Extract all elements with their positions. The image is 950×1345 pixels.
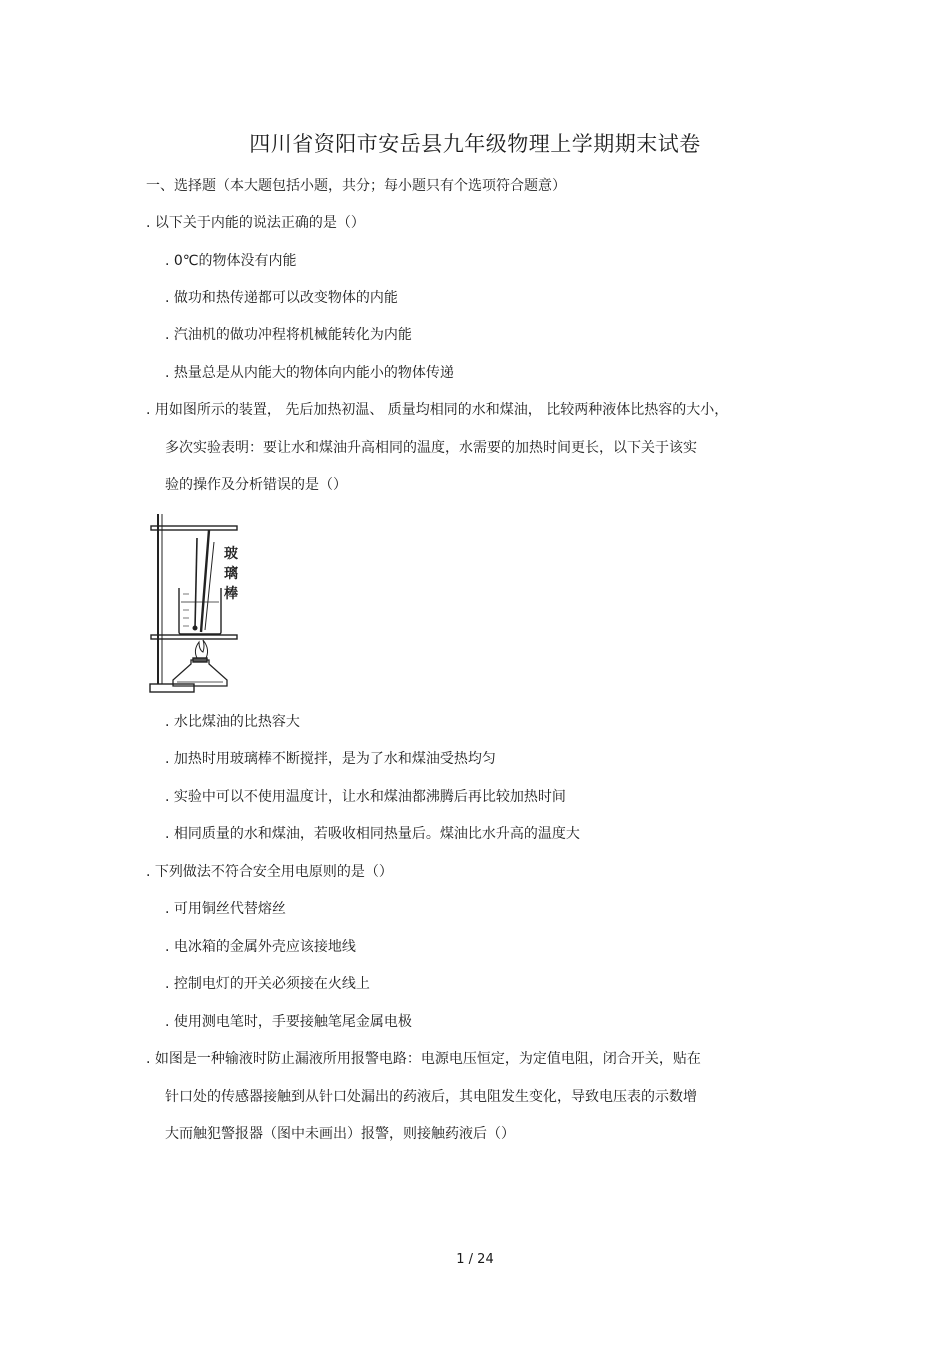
question-2-stem-line-2: 多次实验表明：要让水和煤油升高相同的温度，水需要的加热时间更长，以下关于该实 bbox=[165, 440, 697, 456]
question-2-option-d: . 相同质量的水和煤油，若吸收相同热量后。煤油比水升高的温度大 bbox=[165, 826, 580, 842]
document-title: 四川省资阳市安岳县九年级物理上学期期末试卷 bbox=[249, 132, 701, 156]
question-1-option-a: . 0℃的物体没有内能 bbox=[165, 253, 297, 269]
upper-clamp bbox=[151, 526, 237, 530]
question-3-stem: . 下列做法不符合安全用电原则的是（） bbox=[146, 864, 393, 880]
figure-label-char-1: 玻 bbox=[224, 546, 238, 562]
section-heading: 一、选择题（本大题包括小题，共分；每小题只有个选项符合题意） bbox=[146, 178, 566, 194]
stand-base bbox=[150, 684, 194, 692]
question-2-option-b: . 加热时用玻璃棒不断搅拌，是为了水和煤油受热均匀 bbox=[165, 751, 496, 767]
heating-apparatus-drawing bbox=[147, 512, 247, 700]
question-1-option-d: . 热量总是从内能大的物体向内能小的物体传递 bbox=[165, 365, 454, 381]
question-3-option-d: . 使用测电笔时，手要接触笔尾金属电极 bbox=[165, 1014, 412, 1030]
question-2-stem: . 用如图所示的装置， 先后加热初温、 质量均相同的水和煤油， 比较两种液体比热容的大小， bbox=[146, 402, 729, 418]
question-2-stem-line-3: 验的操作及分析错误的是（） bbox=[165, 477, 347, 493]
question-3-option-b: . 电冰箱的金属外壳应该接地线 bbox=[165, 939, 356, 955]
question-4-stem-line-2: 针口处的传感器接触到从针口处漏出的药液后，其电阻发生变化，导致电压表的示数增 bbox=[165, 1089, 697, 1105]
question-1-option-b: . 做功和热传递都可以改变物体的内能 bbox=[165, 290, 398, 306]
page-number: 1 / 24 bbox=[456, 1252, 494, 1267]
question-2-option-a: . 水比煤油的比热容大 bbox=[165, 714, 300, 730]
question-4-stem: . 如图是一种输液时防止漏液所用报警电路：电源电压恒定，为定值电阻，闭合开关，贴在 bbox=[146, 1051, 701, 1067]
question-1-stem: . 以下关于内能的说法正确的是（） bbox=[146, 215, 365, 231]
question-3-option-a: . 可用铜丝代替熔丝 bbox=[165, 901, 286, 917]
figure-label-char-3: 棒 bbox=[224, 586, 238, 602]
question-1-option-c: . 汽油机的做功冲程将机械能转化为内能 bbox=[165, 327, 412, 343]
heating-apparatus-figure bbox=[147, 512, 247, 700]
support-ring bbox=[151, 635, 237, 639]
figure-label-char-2: 璃 bbox=[224, 566, 238, 582]
question-3-option-c: . 控制电灯的开关必须接在火线上 bbox=[165, 976, 370, 992]
question-2-option-c: . 实验中可以不使用温度计，让水和煤油都沸腾后再比较加热时间 bbox=[165, 789, 566, 805]
question-4-stem-line-3: 大而触犯警报器（图中未画出）报警，则接触药液后（） bbox=[165, 1126, 515, 1142]
